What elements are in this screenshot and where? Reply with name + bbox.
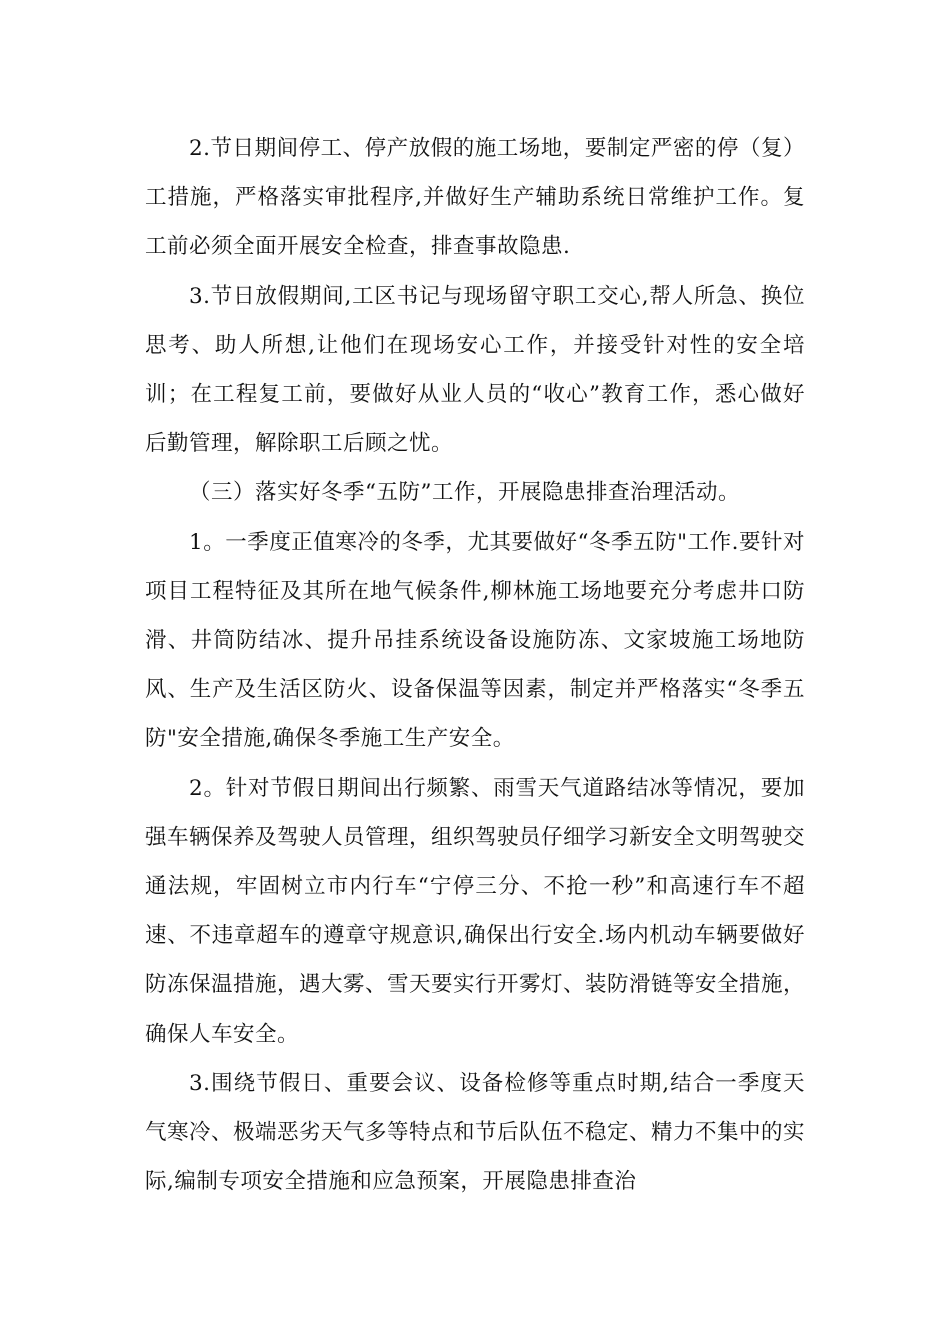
paragraph-winter-five-prevention: 1。一季度正值寒冷的冬季，尤其要做好“冬季五防"工作.要针对项目工程特征及其所在地气候条件,柳林施工场地要充分考虑井口防滑、井筒防结冰、提升吊挂系统设备设施防冻、文家坡施工场地防风、生产及生活区防火、设备保温等因素，制定并严格落实“冬季五防"安全措施,确保冬季施工生产安全。 — [145, 529, 805, 752]
document-body — [145, 124, 805, 1206]
paragraph-holiday-staff: 3.节日放假期间,工区书记与现场留守职工交心,帮人所急、换位思考、助人所想,让他们在现场安心工作，并接受针对性的安全培训；在工程复工前，要做好从业人员的“收心”教育工作，悉心做好后勤管理，解除职工后顾之忧。 — [145, 283, 805, 457]
paragraph-shutdown-measures: 2.节日期间停工、停产放假的施工场地，要制定严密的停（复）工措施，严格落实审批程序,并做好生产辅助系统日常维护工作。复工前必须全面开展安全检查，排查事故隐患. — [145, 136, 805, 260]
paragraph-vehicle-safety: 2。针对节假日期间出行频繁、雨雪天气道路结冰等情况，要加强车辆保养及驾驶人员管理，组织驾驶员仔细学习新安全文明驾驶交通法规，牢固树立市内行车“宁停三分、不抢一秒”和高速行车不超速、不违章超车的遵章守规意识,确保出行安全.场内机动车辆要做好防冻保温措施，遇大雾、雪天要实行开雾灯、装防滑链等安全措施，确保人车安全。 — [145, 775, 806, 1047]
section-heading-winter-five-prevention: （三）落实好冬季“五防”工作，开展隐患排查治理活动。 — [189, 480, 740, 506]
paragraph-hazard-inspection: 3.围绕节假日、重要会议、设备检修等重点时期,结合一季度天气寒冷、极端恶劣天气多等特点和节后队伍不稳定、精力不集中的实际,编制专项安全措施和应急预案，开展隐患排查治 — [145, 1070, 806, 1195]
